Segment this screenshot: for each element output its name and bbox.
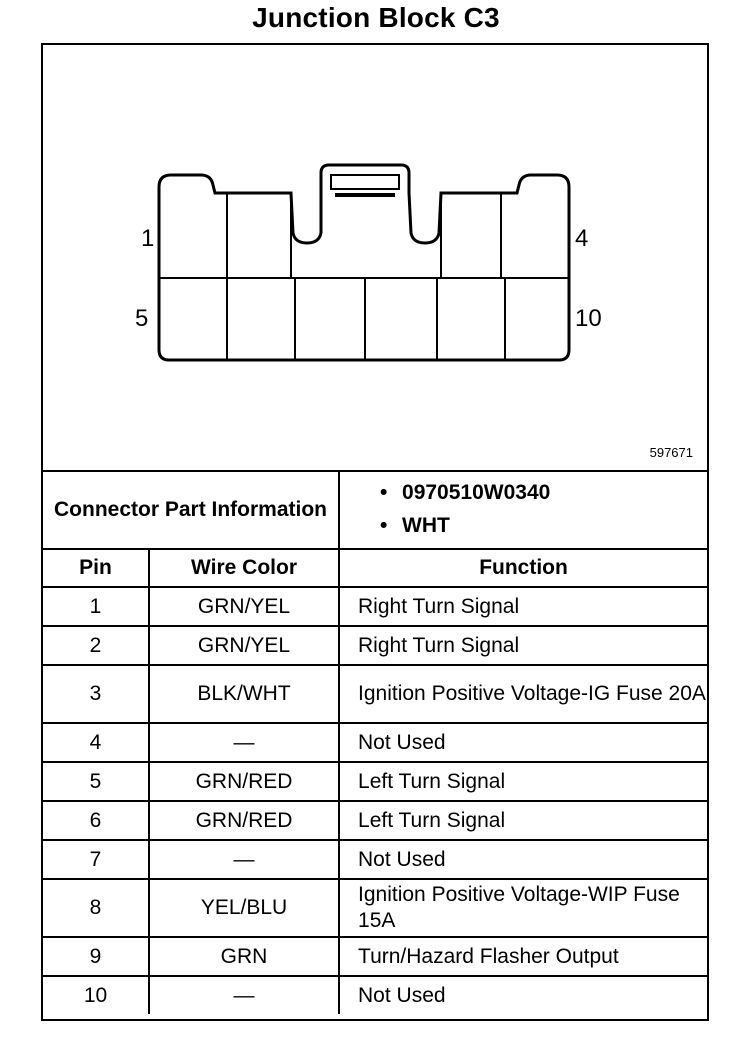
- document-frame: [41, 43, 709, 1021]
- header-pin: Pin: [43, 549, 149, 587]
- function-cell: Turn/Hazard Flasher Output: [339, 937, 707, 976]
- pin-label-4: 4: [575, 225, 589, 252]
- pinout-table: [43, 470, 707, 1014]
- wire-color-cell: GRN: [149, 937, 339, 976]
- wire-color-cell: GRN/RED: [149, 801, 339, 840]
- header-function: Function: [339, 549, 707, 587]
- wire-color-cell: —: [149, 723, 339, 762]
- wire-color-cell: YEL/BLU: [149, 879, 339, 937]
- pin-cell: 6: [43, 801, 149, 840]
- function-cell: Left Turn Signal: [339, 762, 707, 801]
- pin-cell: 5: [43, 762, 149, 801]
- table-row: [43, 937, 707, 976]
- function-cell: Left Turn Signal: [339, 801, 707, 840]
- pin-cell: 2: [43, 626, 149, 665]
- header-wire-color: Wire Color: [149, 549, 339, 587]
- table-row: [43, 723, 707, 762]
- connector-face-drawing: [43, 45, 707, 470]
- table-row: [43, 801, 707, 840]
- connector-info-label: Connector Part Information: [43, 471, 339, 549]
- wire-color-cell: GRN/YEL: [149, 587, 339, 626]
- pin-cell: 1: [43, 587, 149, 626]
- connector-part-number: • 0970510W0340: [340, 476, 707, 509]
- pin-label-5: 5: [135, 305, 149, 332]
- connector-info-row: [43, 471, 707, 549]
- connector-info-items: [339, 471, 707, 549]
- pin-cell: 3: [43, 665, 149, 723]
- pin-cell: 10: [43, 976, 149, 1014]
- table-row: [43, 879, 707, 937]
- figure-number: 597671: [649, 445, 693, 460]
- function-cell: Not Used: [339, 840, 707, 879]
- connector-color: • WHT: [340, 509, 707, 542]
- wire-color-cell: —: [149, 840, 339, 879]
- table-row: [43, 976, 707, 1014]
- function-cell: Right Turn Signal: [339, 587, 707, 626]
- pin-cell: 9: [43, 937, 149, 976]
- pin-label-1: 1: [141, 225, 155, 252]
- table-row: [43, 665, 707, 723]
- wire-color-cell: BLK/WHT: [149, 665, 339, 723]
- pin-cell: 8: [43, 879, 149, 937]
- table-header-row: [43, 549, 707, 587]
- pin-label-10: 10: [575, 305, 602, 332]
- function-cell: Not Used: [339, 976, 707, 1014]
- table-row: [43, 626, 707, 665]
- function-cell: Ignition Positive Voltage-IG Fuse 20A: [339, 665, 707, 723]
- pin-cell: 4: [43, 723, 149, 762]
- page-title: Junction Block C3: [252, 2, 500, 33]
- table-row: [43, 587, 707, 626]
- function-cell: Ignition Positive Voltage-WIP Fuse 15A: [339, 879, 707, 937]
- latch-tab: [331, 175, 399, 189]
- function-cell: Not Used: [339, 723, 707, 762]
- function-cell: Right Turn Signal: [339, 626, 707, 665]
- wire-color-cell: GRN/YEL: [149, 626, 339, 665]
- table-row: [43, 840, 707, 879]
- connector-diagram: [43, 45, 707, 470]
- pin-cell: 7: [43, 840, 149, 879]
- table-row: [43, 762, 707, 801]
- wire-color-cell: GRN/RED: [149, 762, 339, 801]
- wire-color-cell: —: [149, 976, 339, 1014]
